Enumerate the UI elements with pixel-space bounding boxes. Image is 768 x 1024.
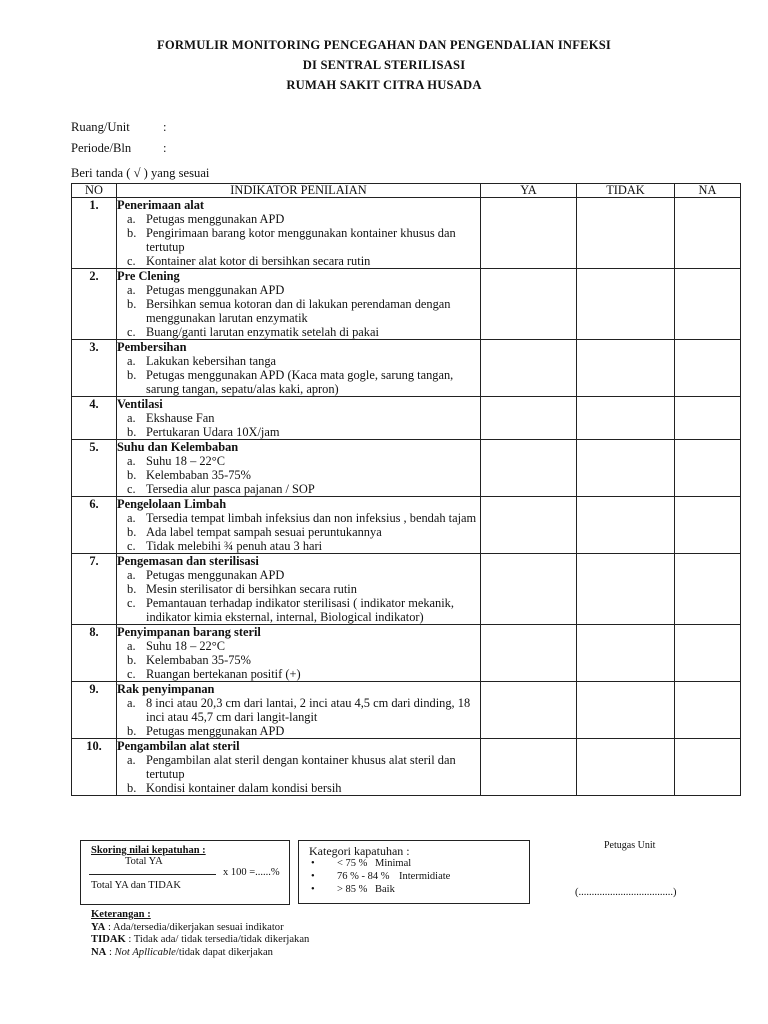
indicator-list — [117, 568, 480, 624]
indicator-item — [117, 226, 480, 254]
indicator-cell — [117, 340, 481, 397]
table-row — [72, 340, 741, 397]
bullet-icon: • — [311, 858, 315, 869]
indicator-item — [117, 212, 480, 226]
row-number: 9. — [72, 682, 117, 739]
indicator-item — [117, 525, 480, 539]
item-text: Ada label tempat sampah sesuai peruntukannya — [146, 525, 382, 539]
checkbox-cell-tidak[interactable] — [577, 682, 675, 739]
item-text: Buang/ganti larutan enzymatik setelah di pakai — [146, 325, 379, 339]
checkbox-cell-na[interactable] — [675, 682, 741, 739]
header-tidak: TIDAK — [577, 184, 675, 198]
signature-line: (....................................) — [575, 887, 677, 898]
indicator-cell — [117, 625, 481, 682]
indicator-item — [117, 667, 480, 681]
item-letter: b. — [127, 368, 137, 382]
item-letter: b. — [127, 425, 137, 439]
scoring-denominator: Total YA dan TIDAK — [91, 880, 181, 891]
indicator-list — [117, 454, 480, 496]
indicator-cell — [117, 269, 481, 340]
row-number: 7. — [72, 554, 117, 625]
table-row — [72, 440, 741, 497]
checkbox-cell-tidak[interactable] — [577, 397, 675, 440]
row-number: 2. — [72, 269, 117, 340]
table-header-row — [72, 184, 741, 198]
section-title: Penyimpanan barang steril — [117, 625, 261, 639]
checkbox-cell-tidak[interactable] — [577, 625, 675, 682]
indicator-cell — [117, 440, 481, 497]
item-text: Pemantauan terhadap indikator sterilisasi ( indikator mekanik, indikator kimia eksternal, internal, Biological indikator) — [146, 596, 454, 624]
checkbox-cell-tidak[interactable] — [577, 497, 675, 554]
item-letter: c. — [127, 482, 136, 496]
checkbox-cell-ya[interactable] — [481, 440, 577, 497]
indicator-item — [117, 696, 480, 724]
indicator-item — [117, 724, 480, 738]
category-range: > 85 % — [337, 884, 368, 895]
checkbox-cell-na[interactable] — [675, 739, 741, 796]
table-row — [72, 554, 741, 625]
indicator-item — [117, 539, 480, 553]
table-row — [72, 497, 741, 554]
item-text: Ruangan bertekanan positif (+) — [146, 667, 301, 681]
item-text: Lakukan kebersihan tanga — [146, 354, 277, 368]
category-box — [298, 840, 530, 904]
note-key: YA — [91, 921, 106, 933]
note-separator: : — [125, 934, 134, 945]
item-text: Suhu 18 – 22°C — [146, 639, 225, 653]
note-emphasis: Not Apllicable — [114, 946, 176, 958]
section-title: Pengemasan dan sterilisasi — [117, 554, 259, 568]
checkbox-cell-ya[interactable] — [481, 739, 577, 796]
item-letter: c. — [127, 667, 136, 681]
table-row — [72, 682, 741, 739]
note-text: Tidak ada/ tidak tersedia/tidak dikerjakan — [133, 934, 310, 945]
note-line — [91, 947, 309, 960]
header-indikator: INDIKATOR PENILAIAN — [117, 184, 481, 198]
section-title: Ventilasi — [117, 397, 163, 411]
item-letter: b. — [127, 653, 137, 667]
indicator-item — [117, 511, 480, 525]
periode-field — [71, 141, 167, 156]
fraction-line — [89, 874, 216, 875]
indicator-item — [117, 596, 480, 624]
section-title: Pengambilan alat steril — [117, 739, 240, 753]
form-title: FORMULIR MONITORING PENCEGAHAN DAN PENGENDALIAN INFEKSI — [156, 38, 612, 52]
scoring-box — [80, 840, 290, 905]
notes-lines — [91, 922, 309, 960]
scoring-formula: x 100 =......% — [223, 867, 280, 878]
indicator-list — [117, 212, 480, 268]
ruang-unit-colon: : — [163, 120, 167, 134]
header-ya: YA — [481, 184, 577, 198]
note-line — [91, 922, 309, 935]
monitoring-table — [71, 183, 741, 796]
indicator-item — [117, 582, 480, 596]
scoring-title: Skoring nilai kepatuhan : — [91, 845, 206, 856]
note-key: NA — [91, 946, 107, 958]
indicator-item — [117, 283, 480, 297]
category-range: < 75 % — [337, 858, 368, 869]
form-subtitle: DI SENTRAL STERILISASI — [302, 58, 466, 72]
item-text: Petugas menggunakan APD — [146, 724, 285, 738]
checkbox-cell-ya[interactable] — [481, 198, 577, 269]
checkbox-cell-tidak[interactable] — [577, 739, 675, 796]
item-letter: c. — [127, 254, 136, 268]
item-text: Kontainer alat kotor di bersihkan secara rutin — [146, 254, 371, 268]
item-letter: a. — [127, 753, 136, 767]
note-separator: : — [106, 946, 115, 958]
section-title: Penerimaan alat — [117, 198, 205, 212]
indicator-item — [117, 325, 480, 339]
item-text: Petugas menggunakan APD (Kaca mata gogle, sarung tangan, sarung tangan, sepatu/alas kaki, apron) — [146, 368, 454, 396]
bullet-icon: • — [311, 884, 315, 895]
note-text: Ada/tersedia/dikerjakan sesuai indikator — [112, 921, 284, 933]
checkbox-cell-ya[interactable] — [481, 497, 577, 554]
checkbox-cell-na[interactable] — [675, 198, 741, 269]
item-text: Suhu 18 – 22°C — [146, 454, 225, 468]
item-text: Pertukaran Udara 10X/jam — [146, 425, 280, 439]
scoring-numerator: Total YA — [125, 856, 163, 867]
item-text: Petugas menggunakan APD — [146, 568, 285, 582]
item-letter: b. — [127, 781, 137, 795]
note-separator: : — [105, 921, 113, 933]
item-text: 8 inci atau 20,3 cm dari lantai, 2 inci atau 4,5 cm dari dinding, 18 inci atau 45,7 cm dari langit-langit — [146, 696, 471, 724]
category-label: Baik — [375, 884, 395, 895]
bullet-icon: • — [311, 871, 315, 882]
category-title: Kategori kapatuhan : — [309, 844, 410, 858]
indicator-item — [117, 482, 480, 496]
item-letter: a. — [127, 354, 136, 368]
checkbox-cell-na[interactable] — [675, 340, 741, 397]
section-title: Suhu dan Kelembaban — [117, 440, 239, 454]
row-number: 6. — [72, 497, 117, 554]
item-letter: a. — [127, 454, 136, 468]
note-line — [91, 934, 309, 947]
indicator-item — [117, 468, 480, 482]
indicator-item — [117, 653, 480, 667]
item-letter: b. — [127, 226, 137, 240]
item-letter: a. — [127, 639, 136, 653]
periode-label: Periode/Bln — [71, 141, 132, 155]
indicator-item — [117, 254, 480, 268]
indicator-list — [117, 354, 480, 396]
section-title: Pembersihan — [117, 340, 187, 354]
indicator-item — [117, 753, 480, 781]
item-letter: a. — [127, 411, 136, 425]
instruction-text: Beri tanda ( √ ) yang sesuai — [71, 166, 210, 180]
indicator-cell — [117, 682, 481, 739]
item-text: Bersihkan semua kotoran dan di lakukan perendaman dengan menggunakan larutan enzymatik — [146, 297, 451, 325]
indicator-item — [117, 639, 480, 653]
section-title: Rak penyimpanan — [117, 682, 215, 696]
table-row — [72, 625, 741, 682]
checkbox-cell-ya[interactable] — [481, 340, 577, 397]
table-row — [72, 397, 741, 440]
item-letter: a. — [127, 212, 136, 226]
checkbox-cell-tidak[interactable] — [577, 554, 675, 625]
indicator-list — [117, 753, 480, 795]
checkbox-cell-ya[interactable] — [481, 269, 577, 340]
checkbox-cell-tidak[interactable] — [577, 269, 675, 340]
item-text: Kelembaban 35-75% — [146, 653, 251, 667]
header-na: NA — [675, 184, 741, 198]
table-row — [72, 198, 741, 269]
item-text: Pengirimaan barang kotor menggunakan kontainer khusus dan tertutup — [146, 226, 456, 254]
header-no: NO — [72, 184, 117, 198]
item-letter: b. — [127, 297, 137, 311]
ruang-unit-label: Ruang/Unit — [71, 120, 130, 134]
row-number: 4. — [72, 397, 117, 440]
indicator-cell — [117, 497, 481, 554]
item-text: Kondisi kontainer dalam kondisi bersih — [146, 781, 342, 795]
item-letter: b. — [127, 468, 137, 482]
item-text: Petugas menggunakan APD — [146, 283, 285, 297]
category-label: Intermidiate — [399, 871, 451, 882]
indicator-item — [117, 781, 480, 795]
indicator-item — [117, 297, 480, 325]
row-number: 10. — [72, 739, 117, 796]
checkbox-cell-ya[interactable] — [481, 625, 577, 682]
indicator-item — [117, 411, 480, 425]
section-title: Pre Clening — [117, 269, 180, 283]
indicator-list — [117, 411, 480, 439]
indicator-cell — [117, 397, 481, 440]
notes-title: Keterangan : — [91, 909, 151, 920]
checkbox-cell-na[interactable] — [675, 397, 741, 440]
item-text: Ekshause Fan — [146, 411, 215, 425]
indicator-list — [117, 511, 480, 553]
checkbox-cell-na[interactable] — [675, 625, 741, 682]
row-number: 5. — [72, 440, 117, 497]
indicator-list — [117, 283, 480, 339]
checkbox-cell-na[interactable] — [675, 440, 741, 497]
indicator-cell — [117, 554, 481, 625]
indicator-item — [117, 425, 480, 439]
indicator-cell — [117, 198, 481, 269]
item-letter: b. — [127, 582, 137, 596]
item-text: Mesin sterilisator di bersihkan secara rutin — [146, 582, 357, 596]
checkbox-cell-tidak[interactable] — [577, 340, 675, 397]
checkbox-cell-tidak[interactable] — [577, 198, 675, 269]
item-letter: b. — [127, 724, 137, 738]
checkbox-cell-na[interactable] — [675, 554, 741, 625]
checkbox-cell-ya[interactable] — [481, 682, 577, 739]
table-row — [72, 269, 741, 340]
note-key: TIDAK — [91, 934, 126, 945]
item-text: Tersedia tempat limbah infeksius dan non infeksius , bendah tajam — [146, 511, 477, 525]
row-number: 3. — [72, 340, 117, 397]
ruang-unit-field — [71, 120, 167, 135]
section-title: Pengelolaan Limbah — [117, 497, 227, 511]
item-letter: b. — [127, 525, 137, 539]
checkbox-cell-na[interactable] — [675, 497, 741, 554]
row-number: 1. — [72, 198, 117, 269]
item-letter: a. — [127, 568, 136, 582]
item-letter: c. — [127, 596, 136, 610]
notes-section — [91, 909, 309, 959]
item-text: Tersedia alur pasca pajanan / SOP — [146, 482, 315, 496]
indicator-list — [117, 639, 480, 681]
checkbox-cell-ya[interactable] — [481, 554, 577, 625]
item-letter: c. — [127, 325, 136, 339]
item-text: Kelembaban 35-75% — [146, 468, 251, 482]
indicator-item — [117, 368, 480, 396]
item-text: Petugas menggunakan APD — [146, 212, 285, 226]
indicator-item — [117, 354, 480, 368]
checkbox-cell-ya[interactable] — [481, 397, 577, 440]
category-label: Minimal — [375, 858, 412, 869]
item-text: Pengambilan alat steril dengan kontainer khusus alat steril dan tertutup — [146, 753, 456, 781]
item-letter: a. — [127, 283, 136, 297]
indicator-item — [117, 568, 480, 582]
category-range: 76 % - 84 % — [337, 871, 390, 882]
indicator-item — [117, 454, 480, 468]
indicator-list — [117, 696, 480, 738]
item-letter: a. — [127, 696, 136, 710]
note-text: /tidak dapat dikerjakan — [175, 946, 273, 958]
table-row — [72, 739, 741, 796]
checkbox-cell-na[interactable] — [675, 269, 741, 340]
row-number: 8. — [72, 625, 117, 682]
indicator-cell — [117, 739, 481, 796]
item-text: Tidak melebihi ¾ penuh atau 3 hari — [146, 539, 323, 553]
signature-label: Petugas Unit — [604, 840, 656, 851]
periode-colon: : — [163, 141, 167, 155]
item-letter: c. — [127, 539, 136, 553]
item-letter: a. — [127, 511, 136, 525]
checkbox-cell-tidak[interactable] — [577, 440, 675, 497]
hospital-name: RUMAH SAKIT CITRA HUSADA — [286, 78, 482, 92]
